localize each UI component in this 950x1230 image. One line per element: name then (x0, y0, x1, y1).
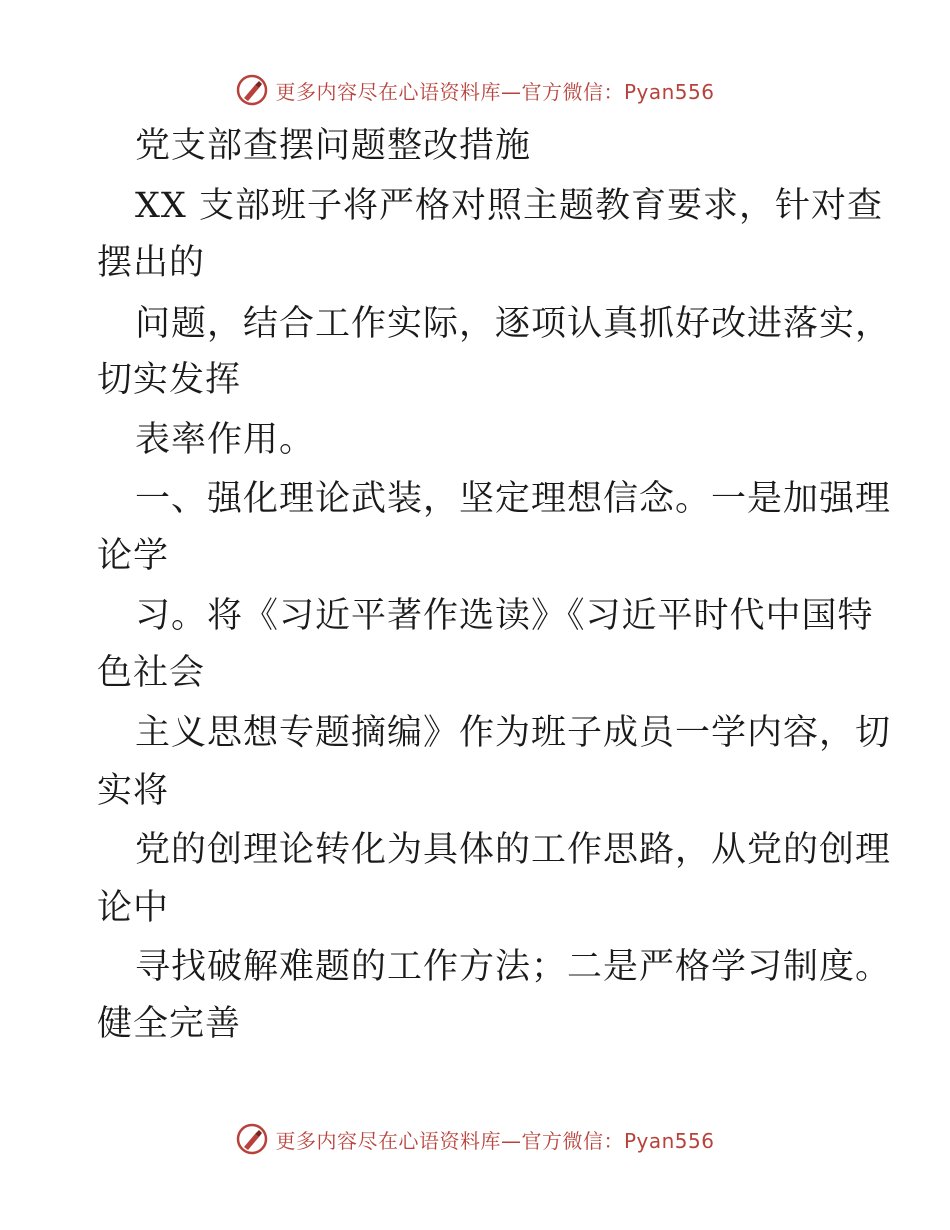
paragraph-line: 主义思想专题摘编》作为班子成员一学内容，切 (135, 713, 892, 753)
paragraph-line: 党的创理论转化为具体的工作思路，从党的创理 (135, 830, 892, 870)
watermark-text: 更多内容尽在心语资料库—官方微信：Pyan556 (275, 79, 715, 104)
document-title: 党支部查摆问题整改措施 (135, 126, 532, 166)
footer-watermark (0, 1119, 950, 1159)
paragraph-line: XX 支部班子将严格对照主题教育要求，针对查 (135, 186, 883, 226)
pen-nib-logo-icon (235, 1122, 269, 1156)
section-heading-line: 一、强化理论武装，坚定理想信念。一是加强理 (135, 479, 892, 519)
paragraph-line: 实将 (97, 771, 170, 811)
paragraph-line: 摆出的 (97, 243, 206, 283)
paragraph-line: 健全完善 (97, 1004, 242, 1044)
paragraph-line: 习。将《习近平著作选读》《习近平时代中国特 (135, 596, 874, 636)
watermark-text: 更多内容尽在心语资料库—官方微信：Pyan556 (275, 1128, 715, 1153)
paragraph-line: 问题，结合工作实际，逐项认真抓好改进落实， (135, 304, 892, 344)
paragraph-line: 切实发挥 (97, 360, 242, 400)
paragraph-line: 色社会 (97, 653, 206, 693)
paragraph-line: 表率作用。 (135, 420, 316, 460)
paragraph-line: 寻找破解难题的工作方法；二是严格学习制度。 (135, 947, 892, 987)
paragraph-line: 论中 (97, 888, 170, 928)
watermark-banner (235, 1122, 714, 1156)
paragraph-line: 论学 (97, 536, 170, 576)
